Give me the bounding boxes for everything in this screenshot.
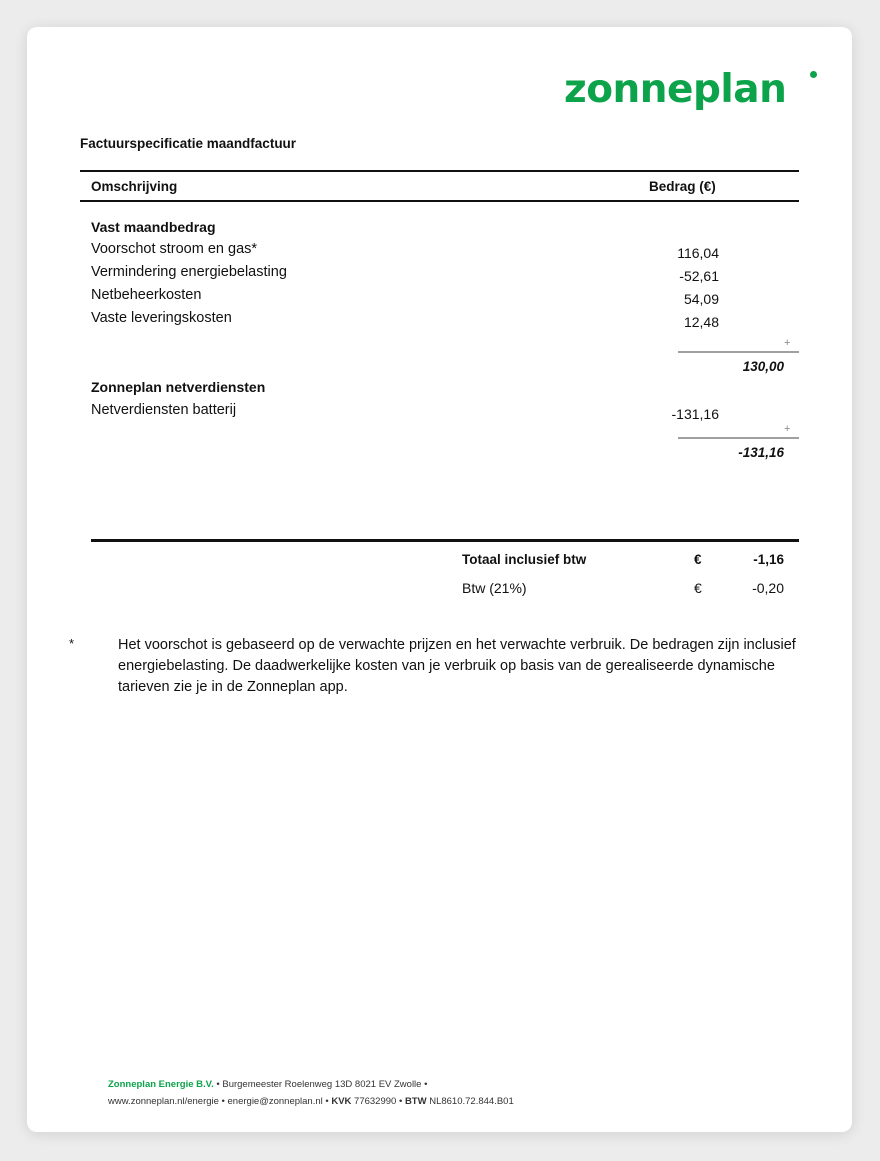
footer-kvk-value: 77632990 (351, 1096, 397, 1107)
plus-sign: + (784, 423, 791, 435)
line-item-amount: -52,61 (679, 268, 719, 284)
total-value: -1,16 (753, 552, 784, 567)
footer-company: Zonneplan Energie B.V. (108, 1079, 214, 1090)
footer-kvk-label: KVK (331, 1096, 352, 1107)
section-subtotal: 130,00 (742, 359, 784, 374)
footer-btw-value: NL8610.72.844.B01 (426, 1096, 514, 1107)
line-item-amount: 54,09 (683, 291, 719, 307)
footer-btw-label: BTW (404, 1096, 427, 1107)
column-header-amount: Bedrag (€) (649, 179, 716, 194)
line-item-label: Netbeheerkosten (91, 287, 202, 303)
header-bottom-rule (80, 200, 799, 202)
footnote-marker: * (69, 636, 75, 651)
footnote-text: Het voorschot is gebaseerd op de verwachte prijzen en het verwachte verbruik. De bedragen zijn inclusief energiebelasting. De daadwerkelijke kosten van je verbruik op basis van de gerealiseerde dynamische tarieven zie je in de Zonneplan app. (118, 637, 796, 695)
section-heading-net-earnings: Zonneplan netverdiensten (91, 379, 266, 395)
plus-sign: + (784, 337, 791, 349)
header-top-rule (80, 170, 799, 172)
line-item-label: Netverdiensten batterij (91, 402, 237, 418)
footer-separator: • (322, 1096, 332, 1107)
line-item-label: Vaste leveringskosten (91, 310, 232, 326)
invoice-page (27, 27, 852, 1132)
subtotal-rule (678, 351, 799, 353)
total-label: Totaal inclusief btw (462, 552, 587, 567)
section-heading-fixed: Vast maandbedrag (91, 219, 216, 235)
footer-address: • Burgemeester Roelenweg 13D 8021 EV Zwolle • (213, 1079, 428, 1090)
totals-rule (91, 539, 799, 542)
vat-label: Btw (21%) (462, 580, 527, 596)
line-item-label: Vermindering energiebelasting (91, 264, 287, 280)
zonneplan-logo: zonneplan (564, 67, 787, 112)
footer-separator: • (396, 1096, 405, 1107)
footer-email-link[interactable]: energie@zonneplan.nl (227, 1096, 323, 1107)
footer-separator: • (218, 1096, 228, 1107)
footer-line-2 (108, 1096, 514, 1107)
vat-currency: € (694, 580, 702, 596)
line-item-amount: -131,16 (671, 406, 719, 422)
section-subtotal: -131,16 (738, 445, 784, 460)
page-title: Factuurspecificatie maandfactuur (80, 136, 297, 151)
subtotal-rule (678, 437, 799, 439)
column-header-description: Omschrijving (91, 179, 178, 194)
logo-dot-icon (810, 71, 817, 78)
footer-website-link[interactable]: www.zonneplan.nl/energie (108, 1096, 219, 1107)
vat-value: -0,20 (752, 580, 784, 596)
footer-line-1 (108, 1079, 427, 1090)
line-item-label: Voorschot stroom en gas* (91, 241, 258, 257)
line-item-amount: 116,04 (677, 245, 719, 261)
line-item-amount: 12,48 (683, 314, 719, 330)
total-currency: € (694, 552, 702, 567)
